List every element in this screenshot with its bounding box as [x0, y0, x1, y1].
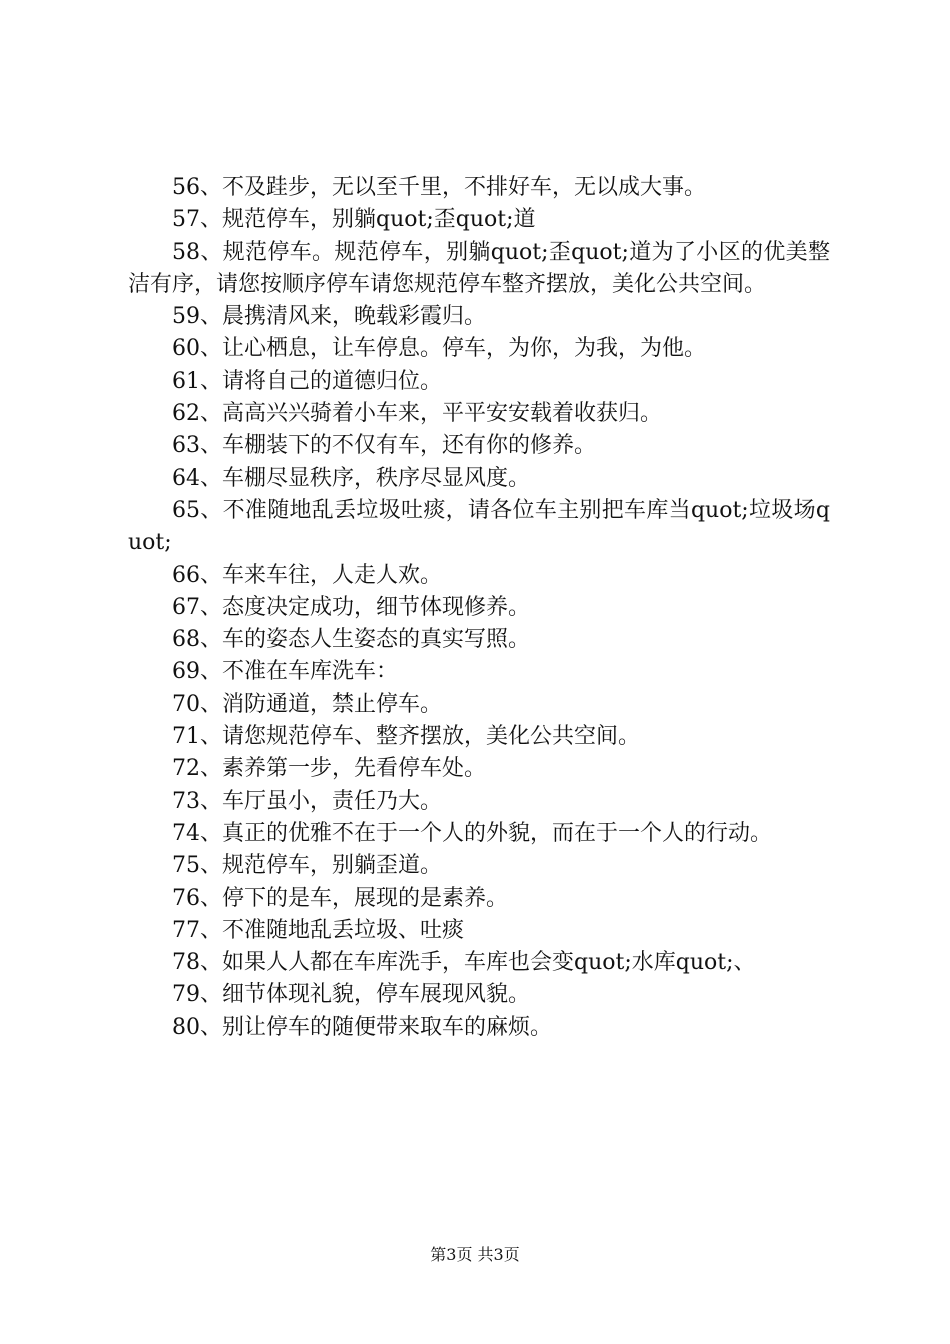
paragraph-65: 65、不准随地乱丢垃圾吐痰，请各位车主别把车库当quot;垃圾场quot; [128, 497, 830, 556]
paragraph-61: 61、请将自己的道德归位。 [172, 368, 442, 394]
paragraph-68: 68、车的姿态人生姿态的真实写照。 [172, 627, 530, 653]
paragraph-69: 69、不准在车库洗车： [172, 659, 398, 685]
paragraph-71: 71、请您规范停车、整齐摆放，美化公共空间。 [172, 724, 640, 750]
paragraph-59: 59、晨携清风来，晚载彩霞归。 [172, 304, 486, 330]
page-number-footer: 第3页 共3页 [430, 1245, 520, 1264]
paragraph-74: 74、真正的优雅不在于一个人的外貌，而在于一个人的行动。 [172, 820, 772, 846]
document-body [128, 172, 830, 1044]
paragraph-60: 60、让心栖息，让车停息。停车，为你，为我，为他。 [172, 336, 706, 362]
paragraph-56: 56、不及跬步，无以至千里，不排好车，无以成大事。 [172, 175, 706, 200]
paragraph-66: 66、车来车往，人走人欢。 [172, 562, 442, 588]
paragraph-67: 67、态度决定成功，细节体现修养。 [172, 594, 530, 620]
paragraph-72: 72、素养第一步，先看停车处。 [172, 756, 486, 782]
paragraph-73: 73、车厅虽小，责任乃大。 [172, 788, 442, 814]
paragraph-79: 79、细节体现礼貌，停车展现风貌。 [172, 982, 530, 1008]
paragraph-70: 70、消防通道，禁止停车。 [172, 691, 442, 717]
paragraph-57: 57、规范停车，别躺quot;歪quot;道 [172, 207, 536, 233]
paragraph-62: 62、高高兴兴骑着小车来，平平安安载着收获归。 [172, 401, 662, 427]
paragraph-75: 75、规范停车，别躺歪道。 [172, 853, 442, 879]
paragraph-64: 64、车棚尽显秩序，秩序尽显风度。 [172, 465, 530, 491]
paragraph-77: 77、不准随地乱丢垃圾、吐痰 [172, 917, 464, 943]
paragraph-78: 78、如果人人都在车库洗手，车库也会变quot;水库quot;、 [172, 950, 756, 976]
paragraph-58: 58、规范停车。规范停车，别躺quot;歪quot;道为了小区的优美整洁有序，请您按顺序停车请您规范停车整齐摆放，美化公共空间。 [128, 239, 830, 297]
paragraph-80: 80、别让停车的随便带来取车的麻烦。 [172, 1014, 552, 1040]
paragraph-76: 76、停下的是车，展现的是素养。 [172, 885, 508, 911]
paragraph-63: 63、车棚装下的不仅有车，还有你的修养。 [172, 433, 596, 459]
